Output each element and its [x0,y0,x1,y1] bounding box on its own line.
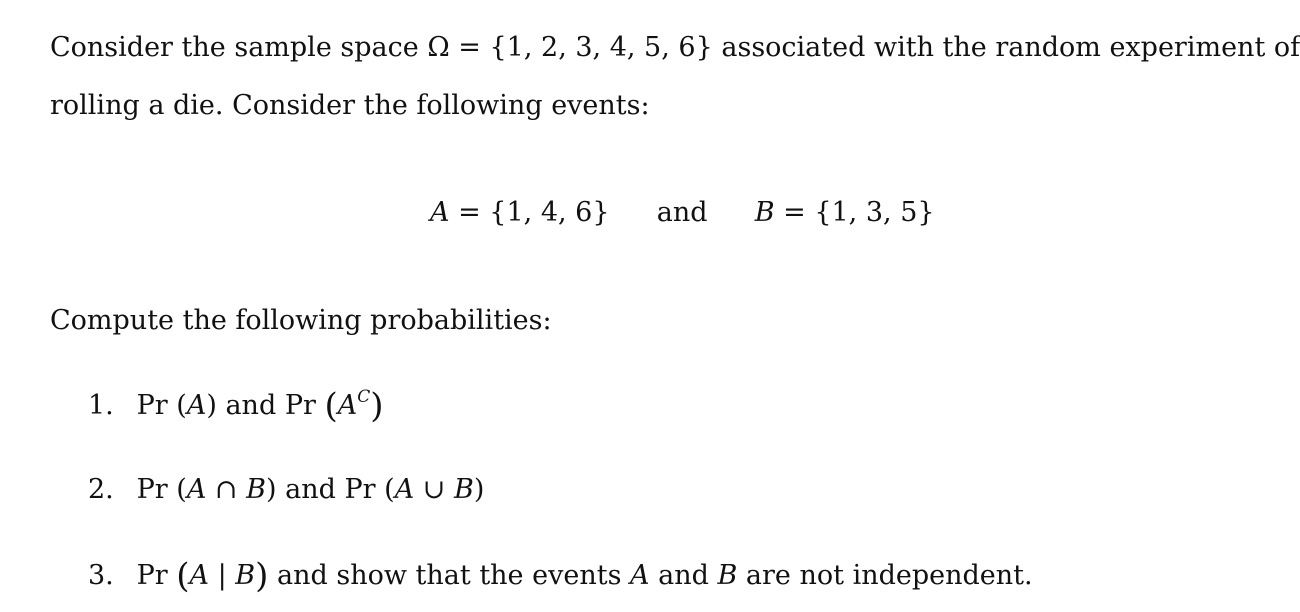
and-text: and [658,560,709,591]
intro-prefix: Consider the sample space [50,32,419,63]
intro-line-1 [50,32,1300,64]
pr-operator: Pr [284,390,316,421]
list-item-3 [88,556,1033,596]
item3-text-1: and show that the events [277,560,622,591]
union-symbol: ∪ [414,474,454,505]
omega-set: = {1, 2, 3, 4, 5, 6} [458,32,713,63]
event-a-label: A [430,197,450,228]
events-connector: and [656,197,708,228]
paren-close: ) [255,556,269,596]
paren-open: ( [176,390,187,421]
event-a: A [186,390,207,421]
paren-close: ) [206,390,217,421]
task-heading: Compute the following probabilities: [50,305,552,336]
event-a: A [186,474,207,505]
intro-suffix: associated with the random experiment of [721,32,1300,63]
omega-symbol: Ω [427,32,450,63]
pr-operator: Pr [344,474,376,505]
paren-open: ( [324,386,338,426]
given-bar: | [209,560,236,591]
event-a: A [189,560,210,591]
complement-superscript: C [357,387,371,407]
paren-open: ( [176,474,187,505]
event-b-label: B [754,197,775,228]
event-a-set: = {1, 4, 6} [458,197,610,228]
events-display [430,197,935,229]
event-b: B [453,474,474,505]
pr-operator: Pr [136,390,168,421]
pr-operator: Pr [136,560,168,591]
paren-open: ( [384,474,395,505]
event-b: B [717,560,738,591]
item3-text-2: are not independent. [745,560,1033,591]
list-item-1 [88,386,384,426]
event-b-set: = {1, 3, 5} [783,197,935,228]
event-a: A [630,560,650,591]
event-a: A [337,390,358,421]
paren-close: ) [473,474,485,505]
event-b: B [235,560,256,591]
item-number: 3. [88,560,114,591]
and-text: and [225,390,277,421]
item-number: 1. [88,390,114,421]
intro-line-2: rolling a die. Consider the following events: [50,90,650,121]
intersection-symbol: ∩ [206,474,247,505]
paren-close: ) [370,386,384,426]
item-number: 2. [88,474,114,505]
list-item-2 [88,474,484,506]
paren-open: ( [176,556,190,596]
event-a: A [394,474,415,505]
paren-close: ) [265,474,277,505]
event-b: B [246,474,266,505]
and-text: and [285,474,336,505]
pr-operator: Pr [136,474,168,505]
